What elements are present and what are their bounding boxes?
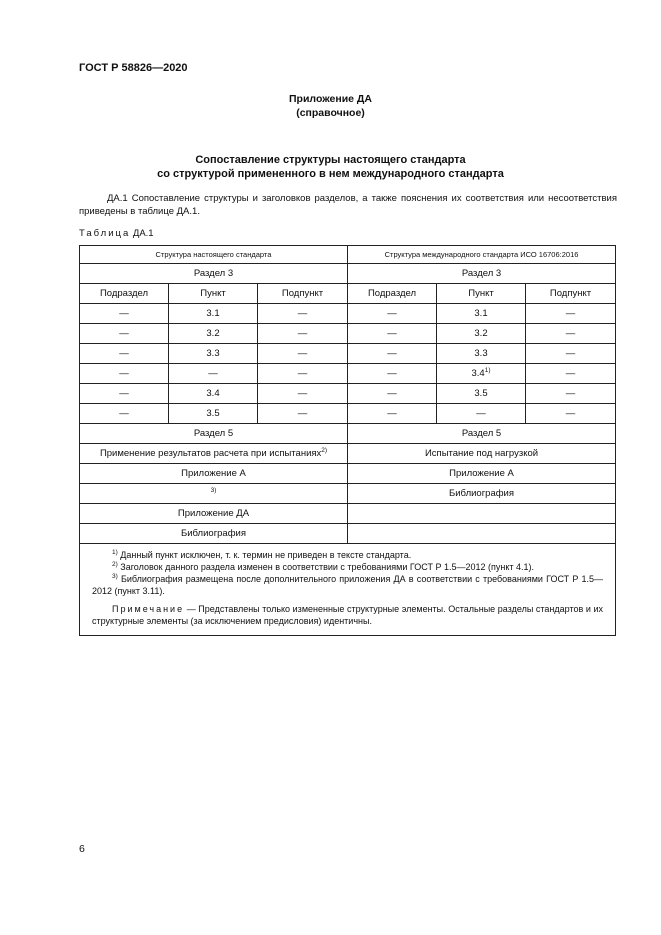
table-cell: — (258, 344, 348, 364)
footnote-mark: 1) (112, 549, 118, 556)
applying-right: Испытание под нагрузкой (348, 444, 616, 464)
table-cell: — (80, 384, 169, 404)
table-caption-label: Таблица (79, 228, 131, 239)
table-cell: 3.1 (437, 304, 526, 324)
table-row (80, 304, 616, 324)
table-cell: — (348, 364, 437, 384)
table-cell: 3.4 (169, 384, 258, 404)
intro-paragraph: ДА.1 Сопоставление структуры и заголовков разделов, а также пояснения их соответствия или несоответствия приведены в таблице ДА.1. (79, 193, 617, 217)
section3-row (80, 264, 616, 284)
comparison-table (79, 245, 616, 636)
footnote-2 (92, 561, 603, 573)
table-cell: — (348, 324, 437, 344)
column-header: Пункт (437, 284, 526, 304)
footnote-ref: 3) (210, 487, 217, 494)
column-header-row (80, 284, 616, 304)
cell-value: Применение результатов расчета при испытаниях (99, 448, 322, 459)
appendix-title: Приложение ДА (289, 93, 372, 105)
notes-cell (80, 544, 616, 636)
column-header: Пункт (169, 284, 258, 304)
bibliography-da-left: Библиография (80, 524, 348, 544)
appendix-heading (0, 92, 661, 120)
page-number: 6 (79, 843, 85, 855)
table-cell: — (526, 364, 616, 384)
table-cell: — (526, 324, 616, 344)
annex-a-left: Приложение А (80, 464, 348, 484)
table-cell: — (80, 404, 169, 424)
cell-value: 3.4 (471, 368, 485, 379)
footnote-text: Данный пункт исключен, т. к. термин не приведен в тексте стандарта. (117, 550, 412, 560)
annex-da-left: Приложение ДА (80, 504, 348, 524)
table-cell: — (80, 324, 169, 344)
table-row (80, 324, 616, 344)
section3-left: Раздел 3 (80, 264, 348, 284)
column-header: Подраздел (80, 284, 169, 304)
section-title (0, 153, 661, 181)
table-cell: — (80, 304, 169, 324)
table-cell: — (526, 384, 616, 404)
table-cell: — (526, 304, 616, 324)
table-cell: 3.1 (169, 304, 258, 324)
document-code: ГОСТ Р 58826—2020 (79, 62, 188, 74)
section-title-line1: Сопоставление структуры настоящего стандарта (195, 154, 466, 166)
annex-a-row (80, 464, 616, 484)
left-structure-header: Структура настоящего стандарта (80, 246, 348, 264)
column-header: Подпункт (258, 284, 348, 304)
table-row (80, 344, 616, 364)
footnote-1 (92, 549, 603, 561)
table-row (80, 404, 616, 424)
appendix-subtitle: (справочное) (296, 107, 365, 119)
footnote-text: Заголовок данного раздела изменен в соответствии с требованиями ГОСТ Р 1.5—2012 (пункт 4.1). (117, 562, 535, 572)
bibliography-da-row (80, 524, 616, 544)
table-cell: — (258, 384, 348, 404)
applying-left (80, 444, 348, 464)
section5-row (80, 424, 616, 444)
bibliography-left (80, 484, 348, 504)
section5-left: Раздел 5 (80, 424, 348, 444)
table-cell: 3.5 (437, 384, 526, 404)
right-structure-header: Структура международного стандарта ИСО 16706:2016 (348, 246, 616, 264)
bibliography-da-right (348, 524, 616, 544)
table-header-row (80, 246, 616, 264)
table-cell: — (80, 364, 169, 384)
bibliography-row (80, 484, 616, 504)
column-header: Подпункт (526, 284, 616, 304)
annex-a-right: Приложение А (348, 464, 616, 484)
annex-da-right (348, 504, 616, 524)
notes-row (80, 544, 616, 636)
table-cell: — (258, 364, 348, 384)
table-cell: 3.5 (169, 404, 258, 424)
footnote-mark: 2) (112, 561, 118, 568)
table-cell: — (348, 384, 437, 404)
footnote-ref: 2) (321, 447, 328, 454)
footnote-ref: 1) (484, 367, 491, 374)
table-cell: — (526, 404, 616, 424)
footnote-mark: 3) (112, 573, 118, 580)
table-cell: — (348, 304, 437, 324)
table-caption (79, 228, 154, 239)
note-label: Примечание (112, 604, 185, 614)
table-row (80, 384, 616, 404)
footnote-3 (92, 573, 603, 597)
section3-right: Раздел 3 (348, 264, 616, 284)
table-cell: — (258, 304, 348, 324)
annex-da-row (80, 504, 616, 524)
table-cell: — (526, 344, 616, 364)
table-cell: 3.3 (437, 344, 526, 364)
table-cell: — (258, 324, 348, 344)
section-title-line2: со структурой примененного в нем международного стандарта (157, 168, 504, 180)
table-cell (437, 364, 526, 384)
table-cell: 3.2 (169, 324, 258, 344)
table-cell: 3.3 (169, 344, 258, 364)
bibliography-right: Библиография (348, 484, 616, 504)
note-text: — Представлены только измененные структурные элементы. Остальные разделы стандартов и их структурные элементы (за исключением предисловия) идентичны. (92, 604, 604, 626)
applying-row (80, 444, 616, 464)
table-cell: 3.2 (437, 324, 526, 344)
table-caption-number: ДА.1 (132, 228, 154, 239)
table-cell: — (169, 364, 258, 384)
table-cell: — (258, 404, 348, 424)
column-header: Подраздел (348, 284, 437, 304)
section5-right: Раздел 5 (348, 424, 616, 444)
footnote-text: Библиография размещена после дополнительного приложения ДА в соответствии с требованиями ГОСТ Р 1.5—2012 (пункт 3.11). (92, 574, 604, 596)
table-row (80, 364, 616, 384)
table-note (92, 603, 603, 627)
table-cell: — (80, 344, 169, 364)
table-cell: — (437, 404, 526, 424)
table-cell: — (348, 344, 437, 364)
table-cell: — (348, 404, 437, 424)
